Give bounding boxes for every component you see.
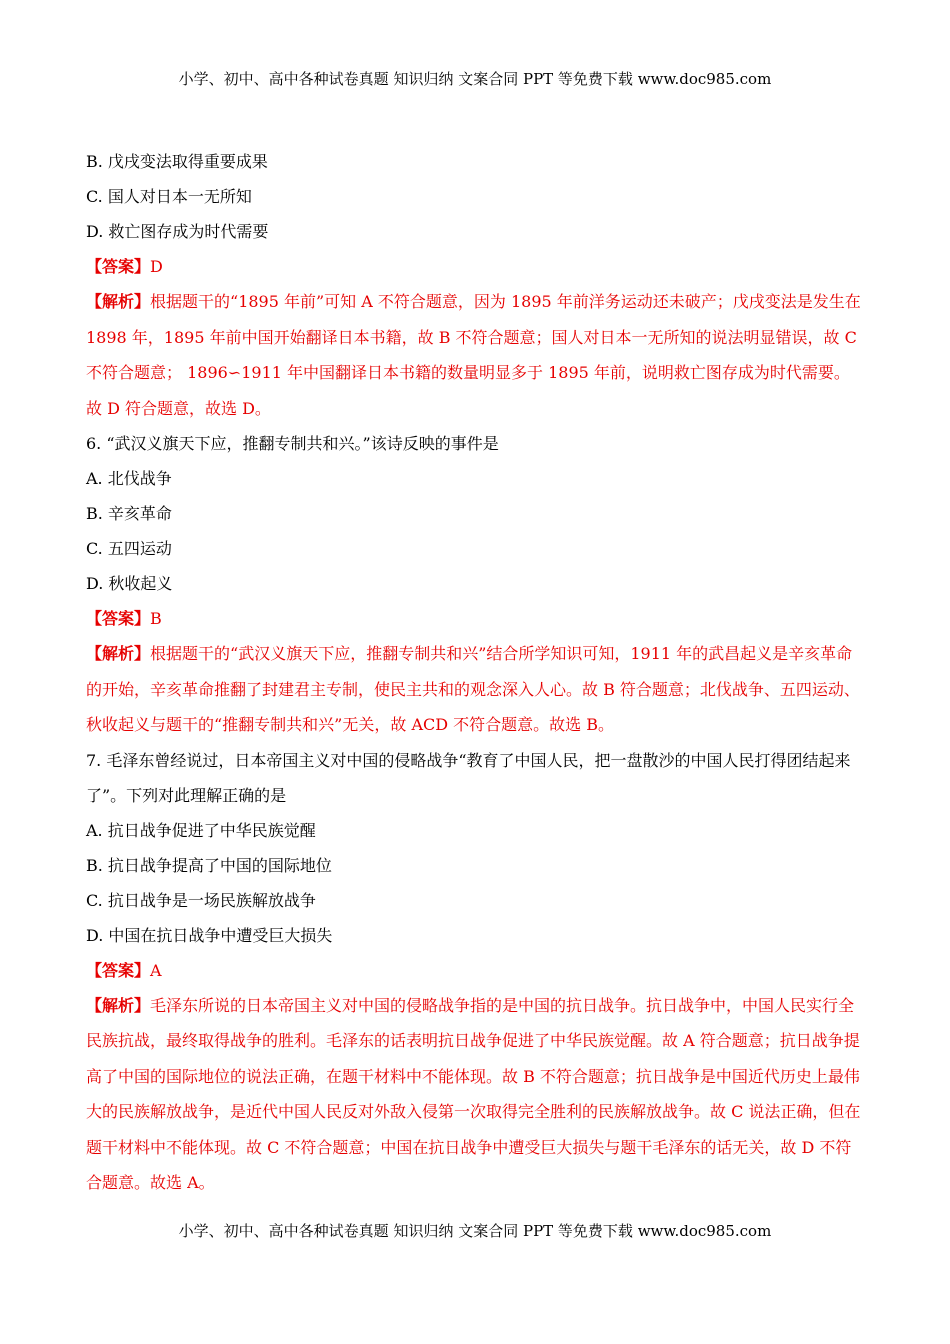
analysis-paragraph bbox=[86, 988, 864, 1201]
analysis-text: 毛泽东所说的日本帝国主义对中国的侵略战争指的是中国的抗日战争。抗日战争中，中国人民实行全民族抗战，最终取得战争的胜利。毛泽东的话表明抗日战争促进了中华民族觉醒。故 A 符合题意；抗日战争提高了中国的国际地位的说法正确，在题干材料中不能体现。故 B 不符合题意；抗日战争是中国近代历史上最伟大的民族解放战争，是近代中国人民反对外敌入侵第一次取得完全胜利的民族解放战争。故 C 说法正确，但在题干材料中不能体现。故 C 不符合题意；中国在抗日战争中遭受巨大损失与题干毛泽东的话无关，故 D 不符合题意。故选 A。 bbox=[86, 995, 861, 1192]
analysis-text: 根据题干的“1895 年前”可知 A 不符合题意，因为 1895 年前洋务运动还未破产；戊戌变法是发生在 1898 年，1895 年前中国开始翻译日本书籍，故 B 不符合题意；国人对日本一无所知的说法明显错误，故 C 不符合题意； 1896∽1911 年中国翻译日本书籍的数量明显多于 1895 年前，说明救亡图存成为时代需要。故 D 符合题意，故选 D。 bbox=[86, 292, 861, 418]
option-c: C. 五四运动 bbox=[86, 539, 172, 558]
question-stem: 6. “武汉义旗天下应，推翻专制共和兴。”该诗反映的事件是 bbox=[86, 434, 499, 453]
option-d: D. 秋收起义 bbox=[86, 574, 173, 593]
option-a: A. 北伐战争 bbox=[86, 469, 172, 488]
answer-line bbox=[86, 953, 864, 988]
option-b: B. 辛亥革命 bbox=[86, 504, 172, 523]
analysis-label: 【解析】 bbox=[86, 292, 151, 311]
option-c: C. 国人对日本一无所知 bbox=[86, 187, 252, 206]
analysis-label: 【解析】 bbox=[86, 995, 151, 1015]
answer-value: D bbox=[150, 257, 163, 276]
question-7 bbox=[86, 743, 864, 1201]
question-5 bbox=[86, 144, 864, 426]
analysis-paragraph bbox=[86, 636, 864, 743]
answer-label: 【答案】 bbox=[86, 960, 151, 980]
analysis-paragraph bbox=[86, 284, 864, 426]
answer-label: 【答案】 bbox=[86, 609, 151, 628]
analysis-text: 根据题干的“武汉义旗天下应，推翻专制共和兴”结合所学知识可知，1911 年的武昌起义是辛亥革命的开始，辛亥革命推翻了封建君主专制，使民主共和的观念深入人心。故 B 符合题意；北伐战争、五四运动、秋收起义与题干的“推翻专制共和兴”无关，故 ACD 不符合题意。故选 B。 bbox=[86, 644, 860, 734]
exam-content bbox=[86, 144, 864, 1201]
option-c: C. 抗日战争是一场民族解放战争 bbox=[86, 890, 316, 910]
option-b: B. 抗日战争提高了中国的国际地位 bbox=[86, 855, 332, 875]
question-6 bbox=[86, 426, 864, 743]
answer-line bbox=[86, 249, 864, 284]
option-d: D. 中国在抗日战争中遭受巨大损失 bbox=[86, 925, 333, 945]
option-d: D. 救亡图存成为时代需要 bbox=[86, 222, 269, 241]
page-header: 小学、初中、高中各种试卷真题 知识归纳 文案合同 PPT 等免费下载 www.doc985.com bbox=[178, 70, 772, 88]
answer-value: A bbox=[150, 960, 162, 980]
option-b: B. 戊戌变法取得重要成果 bbox=[86, 152, 268, 171]
option-a: A. 抗日战争促进了中华民族觉醒 bbox=[86, 820, 316, 840]
answer-value: B bbox=[150, 609, 162, 628]
answer-label: 【答案】 bbox=[86, 257, 151, 276]
analysis-label: 【解析】 bbox=[86, 644, 151, 663]
answer-line bbox=[86, 601, 864, 636]
question-stem: 7. 毛泽东曾经说过，日本帝国主义对中国的侵略战争“教育了中国人民，把一盘散沙的中国人民打得团结起来了”。下列对此理解正确的是 bbox=[86, 750, 851, 805]
page-footer: 小学、初中、高中各种试卷真题 知识归纳 文案合同 PPT 等免费下载 www.doc985.com bbox=[178, 1222, 772, 1240]
